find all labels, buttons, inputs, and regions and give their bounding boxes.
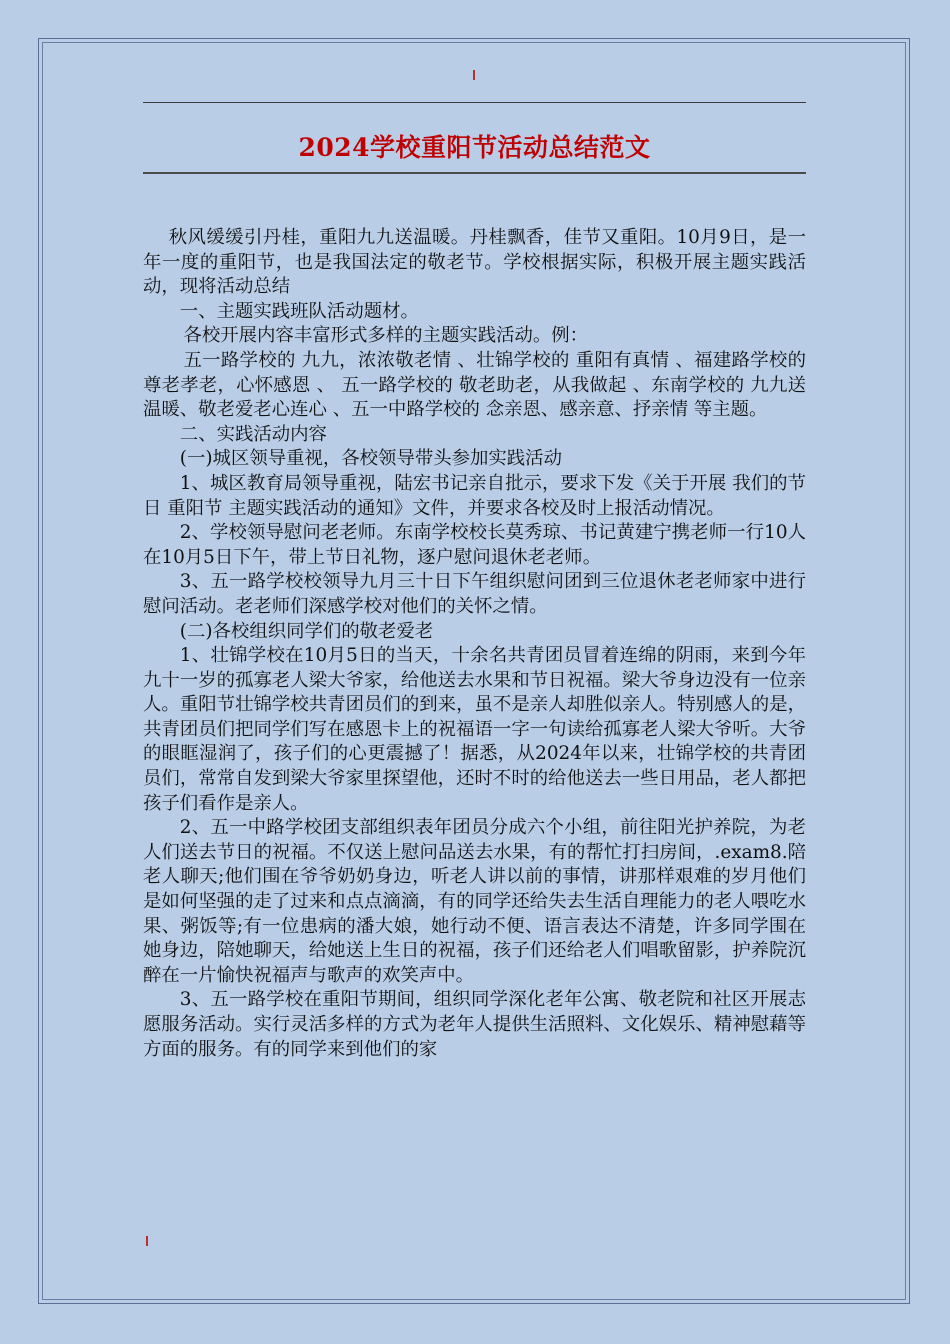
subsection-heading: (二)各校组织同学们的敬老爱老 <box>179 620 434 642</box>
paragraph: 1、壮锦学校在10月5日的当天，十余名共青团员冒着连绵的阴雨，来到今年九十一岁的孤寡老人梁大爷家，给他送去水果和节日祝福。梁大爷身边没有一位亲人。重阳节壮锦学校共青团员们的到来，虽不是亲人却胜似亲人。特别感人的是，共青团员们把同学们写在感恩卡上的祝福语一字一句读给孤寡老人梁大爷听。大爷的眼眶湿润了，孩子们的心更震撼了！据悉，从2024年以来，壮锦学校的共青团员们，常常自发到梁大爷家里探望他，还时不时的给他送去一些日用品，老人都把孩子们看作是亲人。 <box>143 645 806 814</box>
paragraph: 各校开展内容丰富形式多样的主题实践活动。例： <box>183 325 589 347</box>
paragraph: 1、城区教育局领导重视，陆宏书记亲自批示，要求下发《关于开展 我们的节日 重阳节 主题实践活动的通知》文件，并要求各校及时上报活动情况。 <box>143 472 806 519</box>
document-title: 2024学校重阳节活动总结范文 <box>298 133 651 162</box>
header-marker <box>473 70 475 80</box>
section-heading-1: 一、主题实践班队活动题材。 <box>179 300 419 322</box>
header-rule <box>143 102 806 103</box>
paragraph: 2、学校领导慰问老老师。东南学校校长莫秀琼、书记黄建宁携老师一行10人在10月5日下午，带上节日礼物，逐户慰问退休老老师。 <box>143 522 806 568</box>
title-rule <box>143 172 806 174</box>
paragraph: 五一路学校的 九九，浓浓敬老情 、壮锦学校的 重阳有真情 、福建路学校的 尊老孝老，心怀感恩 、 五一路学校的 敬老助老，从我做起 、东南学校的 九九送温暖、敬老爱老心连心 、五一中路学校的 念亲恩、感亲意、抒亲情 等主题。 <box>143 349 806 421</box>
document-body <box>143 226 806 1062</box>
paragraph: 3、五一路学校在重阳节期间，组织同学深化老年公寓、敬老院和社区开展志愿服务活动。实行灵活多样的方式为老年人提供生活照料、文化娱乐、精神慰藉等方面的服务。有的同学来到他们的家 <box>143 989 806 1060</box>
paragraph: 2、五一中路学校团支部组织表年团员分成六个小组，前往阳光护养院，为老人们送去节日的祝福。不仅送上慰问品送去水果，有的帮忙打扫房间，.exam8.陪老人聊天;他们围在爷爷奶奶身边，听老人讲以前的事情，讲那样艰难的岁月他们是如何坚强的走了过来和点点滴滴，有的同学还给失去生活自理能力的老人喂吃水果、粥饭等;有一位患病的潘大娘，她行动不便、语言表达不清楚，许多同学围在她身边，陪她聊天，给她送上生日的祝福，孩子们还给老人们唱歌留影，护养院沉醉在一片愉快祝福声与歌声的欢笑声中。 <box>143 817 806 986</box>
paragraph-intro: 秋风缓缓引丹桂，重阳九九送温暖。丹桂飘香，佳节又重阳。10月9日，是一年一度的重阳节，也是我国法定的敬老节。学校根据实际，积极开展主题实践活动，现将活动总结 <box>143 227 806 298</box>
paragraph: 3、五一路学校校领导九月三十日下午组织慰问团到三位退休老老师家中进行慰问活动。老老师们深感学校对他们的关怀之情。 <box>143 571 806 617</box>
footer-marker <box>146 1236 148 1246</box>
subsection-heading: (一)城区领导重视，各校领导带头参加实践活动 <box>179 448 562 470</box>
section-heading-2: 二、实践活动内容 <box>179 423 327 445</box>
